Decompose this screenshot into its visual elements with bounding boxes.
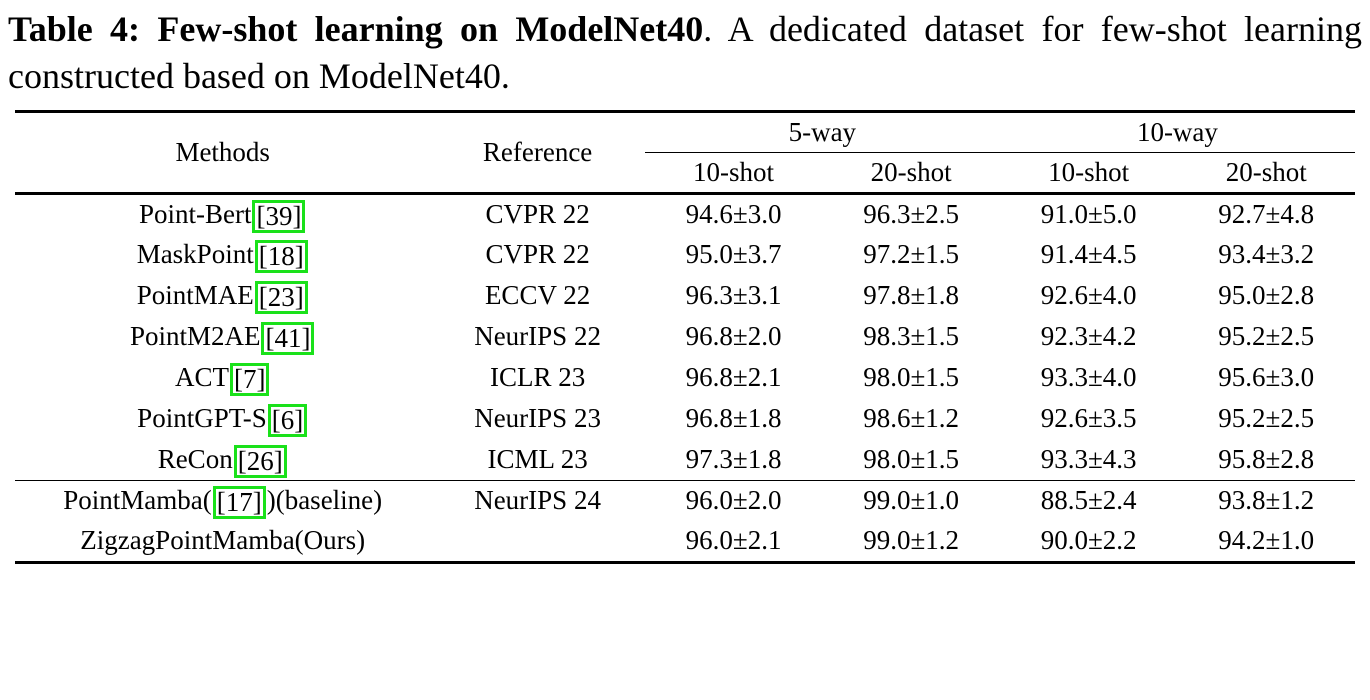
cell-5way-20shot: 99.0±1.2: [822, 521, 1000, 562]
citation-highlight[interactable]: [18]: [255, 240, 308, 273]
citation-highlight[interactable]: [6]: [268, 404, 307, 437]
cell-5way-20shot: 98.0±1.5: [863, 362, 960, 393]
cell-method: [15, 275, 430, 316]
method-name: PointM2AE: [129, 321, 261, 352]
cell-5way-10shot: 96.8±2.0: [685, 321, 782, 352]
cell-5way-20shot: 97.2±1.5: [863, 239, 960, 270]
cell-10way-20shot: 93.4±3.2: [1218, 239, 1315, 270]
cell-10way-10shot: 91.0±5.0: [1000, 193, 1178, 234]
cell-method: [15, 439, 430, 480]
method-name: PointMAE: [136, 280, 254, 311]
cell-reference: ICLR 23: [489, 362, 586, 393]
cell-5way-20shot: 97.8±1.8: [863, 280, 960, 311]
header-reference: Reference: [430, 111, 644, 193]
cell-5way-10shot: 96.0±2.1: [645, 521, 823, 562]
header-5way-20shot: 20-shot: [870, 156, 952, 187]
cell-5way-10shot: 96.8±1.8: [685, 403, 782, 434]
caption-title: Few-shot learning on ModelNet40: [157, 9, 704, 49]
method-suffix: )(baseline): [266, 485, 383, 516]
cell-5way-20shot: 98.0±1.5: [863, 443, 960, 474]
cell-reference: NeurIPS 22: [474, 321, 601, 352]
cell-10way-20shot: 95.6±3.0: [1218, 362, 1315, 393]
cell-method: [15, 398, 430, 439]
cell-10way-10shot: 91.4±4.5: [1040, 239, 1137, 270]
cell-method: [15, 480, 430, 521]
cell-10way-10shot: 93.3±4.3: [1040, 443, 1137, 474]
cell-5way-20shot: 98.6±1.2: [863, 403, 960, 434]
table-row: [15, 439, 1355, 480]
cell-5way-10shot: 95.0±3.7: [685, 239, 782, 270]
citation-highlight[interactable]: [39]: [252, 200, 305, 233]
header-group-10way: 10-way: [1000, 111, 1355, 152]
cell-reference: CVPR 22: [430, 193, 644, 234]
table-row: [15, 521, 1355, 562]
cell-10way-10shot: 92.6±4.0: [1040, 280, 1137, 311]
cell-5way-10shot: 96.0±2.0: [645, 480, 823, 521]
cell-10way-10shot: 93.3±4.0: [1040, 362, 1137, 393]
cell-10way-20shot: 95.8±2.8: [1218, 443, 1315, 474]
cell-5way-20shot: 98.3±1.5: [863, 321, 960, 352]
method-name: MaskPoint: [136, 239, 254, 270]
table-row: [15, 398, 1355, 439]
cell-reference: CVPR 22: [485, 239, 590, 270]
cell-10way-20shot: 94.2±1.0: [1177, 521, 1355, 562]
method-name: ZigzagPointMamba(Ours): [80, 525, 366, 556]
header-10way-20shot: 20-shot: [1225, 156, 1307, 187]
citation-highlight[interactable]: [7]: [230, 363, 269, 396]
header-group-5way: 5-way: [645, 111, 1000, 152]
cell-method: [15, 234, 430, 275]
cell-5way-20shot: 96.3±2.5: [822, 193, 1000, 234]
cell-10way-10shot: 92.3±4.2: [1040, 321, 1137, 352]
table-row: [15, 193, 1355, 234]
cell-5way-10shot: 97.3±1.8: [685, 443, 782, 474]
cell-10way-20shot: 93.8±1.2: [1177, 480, 1355, 521]
table-row: [15, 316, 1355, 357]
caption-label: Table 4:: [8, 9, 141, 49]
caption-rest: . A dedicated dataset for few-shot learning constructed based on ModelNet40.: [8, 9, 1362, 96]
citation-highlight[interactable]: [17]: [213, 486, 266, 519]
cell-10way-10shot: 88.5±2.4: [1000, 480, 1178, 521]
cell-10way-20shot: 95.2±2.5: [1218, 403, 1315, 434]
cell-reference: NeurIPS 24: [430, 480, 644, 521]
cell-reference: NeurIPS 23: [474, 403, 601, 434]
cell-5way-10shot: 96.3±3.1: [685, 280, 782, 311]
method-name: ACT: [174, 362, 229, 393]
cell-method: [15, 316, 430, 357]
cell-reference: ICML 23: [487, 443, 588, 474]
cell-reference: [430, 521, 644, 562]
citation-highlight[interactable]: [23]: [255, 281, 308, 314]
method-name: PointMamba(: [63, 485, 212, 516]
cell-method: [15, 521, 430, 562]
cell-method: [15, 357, 430, 398]
cell-5way-10shot: 94.6±3.0: [645, 193, 823, 234]
cell-10way-20shot: 92.7±4.8: [1177, 193, 1355, 234]
cell-5way-10shot: 96.8±2.1: [685, 362, 782, 393]
few-shot-results-table: [15, 110, 1355, 564]
table-header-row-groups: [15, 111, 1355, 152]
citation-highlight[interactable]: [41]: [261, 322, 314, 355]
cell-10way-10shot: 92.6±3.5: [1040, 403, 1137, 434]
table-row: [15, 357, 1355, 398]
citation-highlight[interactable]: [26]: [234, 445, 287, 478]
header-methods: Methods: [15, 111, 430, 193]
table-row: [15, 480, 1355, 521]
cell-5way-20shot: 99.0±1.0: [822, 480, 1000, 521]
table-caption: [0, 0, 1370, 100]
cell-reference: ECCV 22: [484, 280, 591, 311]
cell-10way-20shot: 95.0±2.8: [1218, 280, 1315, 311]
method-name: PointGPT-S: [137, 403, 267, 434]
cell-10way-20shot: 95.2±2.5: [1218, 321, 1315, 352]
header-10way-10shot: 10-shot: [1048, 156, 1130, 187]
method-name: Point-Bert: [138, 198, 252, 229]
cell-method: [15, 193, 430, 234]
cell-10way-10shot: 90.0±2.2: [1000, 521, 1178, 562]
header-5way-10shot: 10-shot: [693, 156, 775, 187]
table-row: [15, 275, 1355, 316]
table-row: [15, 234, 1355, 275]
method-name: ReCon: [157, 443, 233, 474]
